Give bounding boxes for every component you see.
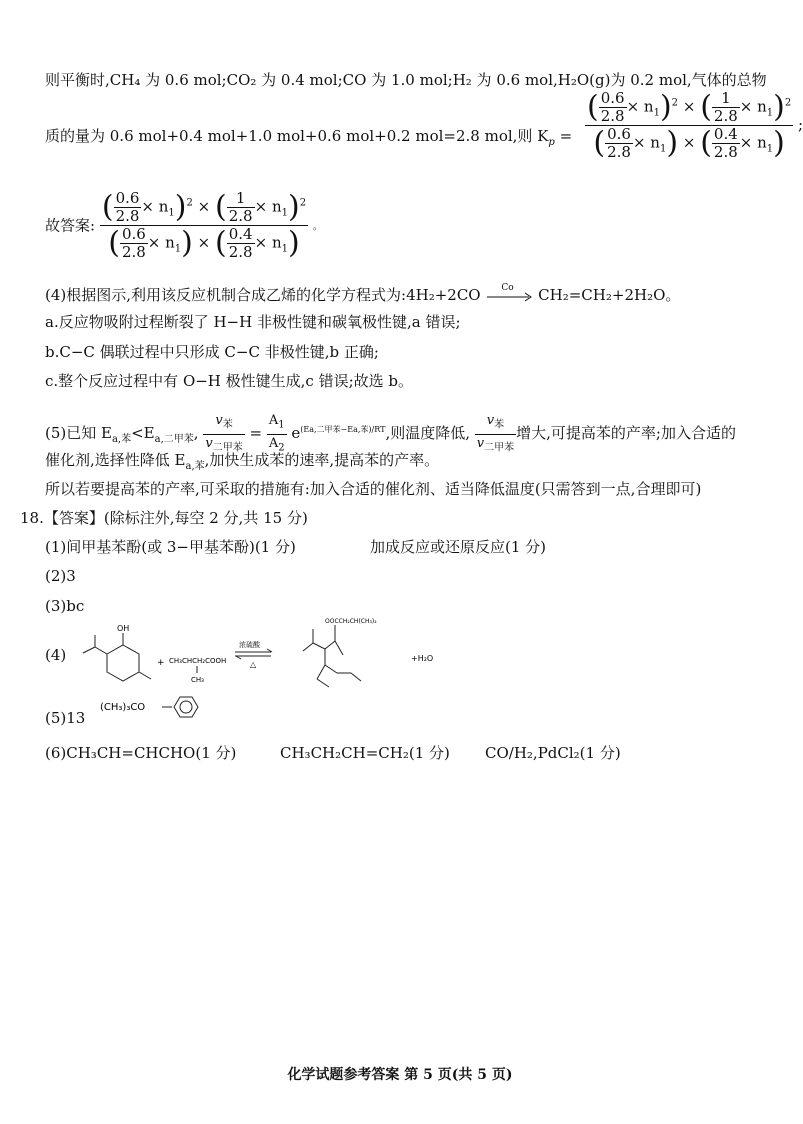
answer-denominator: ( $\frac{0.6}{2.8}$ × $n_1$) × ( $\frac{0.4}{2.8}$ × $n_1$) — [108, 225, 300, 261]
q18-header: 18.【答案】(除标注外,每空 2 分,共 15 分) — [20, 509, 308, 527]
catalyst-conc-h2so4: 浓硫酸 — [239, 641, 260, 649]
page-footer: 化学试题参考答案 第 5 页(共 5 页) — [287, 1067, 513, 1083]
q18-answer-5-label: (5)13 — [45, 709, 86, 727]
water-product: +H₂O — [411, 654, 434, 663]
q5-line-3: 所以若要提高苯的产率,可采取的措施有:加入合适的催化剂、适当降低温度(只需答到一点,合理即可) — [45, 480, 702, 498]
kp-subscript: p — [548, 137, 555, 148]
answer-fraction — [100, 190, 308, 261]
equals-sign: = — [559, 127, 573, 145]
q18-answer-6a: (6)CH₃CH=CHCHO(1 分) — [45, 744, 237, 762]
kp-fraction — [585, 90, 793, 161]
acid-formula: CH₃CHCH₂COOH — [169, 657, 227, 665]
menthol-structure — [83, 633, 151, 681]
kp-expression — [585, 90, 803, 161]
answer-numerator: ( $\frac{0.6}{2.8}$ × $n_1)^2$ × ( $\frac{1}{2.8}$ × $n_1)^2$ — [101, 189, 307, 225]
prefactor-ratio: $\frac{A_1}{A_2}$ — [268, 413, 285, 454]
rate-ratio-2: $\frac{v_苯}{v_{二甲苯}}$ — [476, 413, 515, 454]
reversible-arrow-icon — [235, 649, 272, 659]
kp-intro-line-2 — [45, 126, 572, 153]
kp-semicolon: ; — [798, 115, 803, 134]
answer-label: 故答案: — [45, 216, 96, 235]
kp-denominator: ( $\frac{0.6}{2.8}$ × $n_1$) × ( $\frac{0.4}{2.8}$ × $n_1$) — [593, 125, 785, 161]
q4-equation-left: (4)根据图示,利用该反应机制合成乙烯的化学方程式为:4H₂+2CO — [45, 286, 481, 304]
exponent: (Ea,二甲苯−Ea,苯)/RT — [300, 425, 386, 435]
answer-period: 。 — [312, 221, 323, 233]
tert-butoxybenzene — [100, 688, 240, 728]
q18-answer-6c: CO/H₂,PdCl₂(1 分) — [485, 744, 621, 762]
benzene-ring-icon — [174, 697, 198, 717]
q4-equation-line — [45, 285, 680, 306]
tert-butyl-group: (CH₃)₃CO — [100, 702, 146, 713]
q4-equation-right: CH₂=CH₂+2H₂O。 — [538, 286, 681, 304]
kp-intro-line-1: 则平衡时,CH₄ 为 0.6 mol;CO₂ 为 0.4 mol;CO 为 1.0 mol;H₂ 为 0.6 mol,H₂O(g)为 0.2 mol,气体的总物 — [45, 71, 767, 89]
q18-answer-2: (2)3 — [45, 567, 76, 585]
q18-answer-1b: 加成反应或还原反应(1 分) — [370, 538, 547, 556]
kp-numerator: ( $\frac{0.6}{2.8}$ × $n_1)^2$ × ( $\frac{1}{2.8}$ × $n_1)^2$ — [587, 89, 792, 125]
catalyst-label: Co — [501, 283, 514, 293]
total-moles-text: 质的量为 0.6 mol+0.4 mol+1.0 mol+0.6 mol+0.2 mol=2.8 mol,则 K — [45, 127, 549, 145]
rate-ratio: $\frac{v_苯}{v_{二甲苯}}$ — [205, 413, 243, 454]
catalyst-arrow — [485, 283, 533, 306]
q18-answer-3: (3)bc — [45, 597, 85, 615]
q18-answer-6b: CH₃CH₂CH=CH₂(1 分) — [280, 744, 450, 762]
q5-line-2: 催化剂,选择性降低 $E_{a,苯}$,加快生成苯的速率,提高苯的产率。 — [45, 451, 440, 472]
q4-option-b: b.C−C 偶联过程中只形成 C−C 非极性键,b 正确; — [45, 343, 379, 361]
q18-answer-1: (1)间甲基苯酚(或 3−甲基苯酚)(1 分) — [45, 538, 296, 556]
ester-group: OOCCH₂CH(CH₃)₂ — [325, 618, 377, 625]
ester-structure — [303, 625, 361, 687]
arrow-icon — [485, 286, 533, 306]
acid-methyl: CH₃ — [191, 676, 204, 684]
q4-option-a: a.反应物吸附过程断裂了 H−H 非极性键和碳氧极性键,a 错误; — [45, 313, 461, 331]
q5-line-1: (5)已知 $E_{a,苯}<E_{a,二甲苯}$, $\frac{v_苯}{v_{二甲苯}}$ = $\frac{A_1}{A_2}$ $e^{(Ea,二甲苯-Ea,苯)/RT}$,则温度降低, $\frac{v_苯}{v_{二甲苯}}$ 增大,可提高苯的产率;加入合适的 — [45, 412, 736, 456]
answer-expression — [45, 190, 323, 261]
heat-delta: △ — [250, 660, 257, 669]
q4-option-c: c.整个反应过程中有 O−H 极性键生成,c 错误;故选 b。 — [45, 372, 414, 390]
oh-label: OH — [117, 624, 130, 633]
q18-answer-4-label: (4) — [45, 646, 67, 664]
plus-sign: + — [157, 658, 165, 668]
